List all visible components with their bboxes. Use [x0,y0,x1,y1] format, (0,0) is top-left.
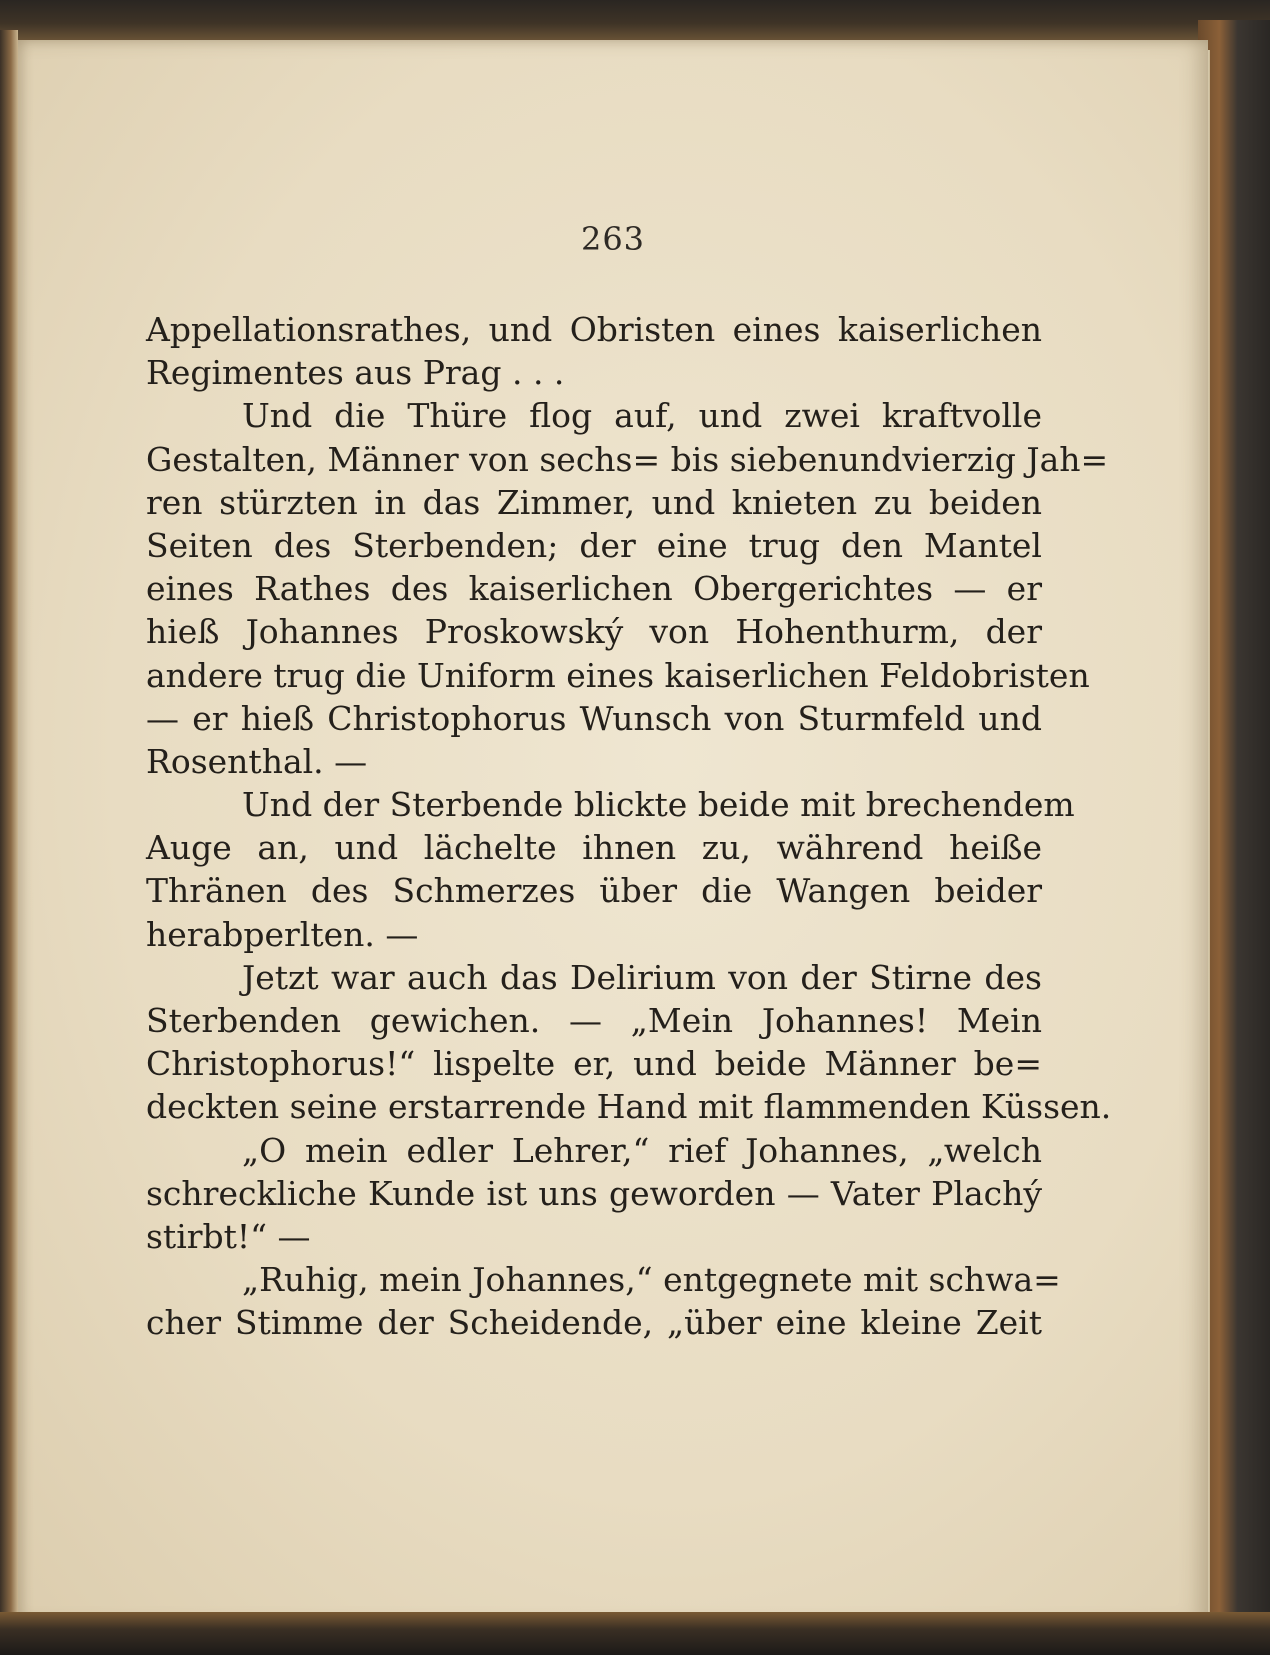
text-line: „Ruhig, mein Johannes,“ entgegnete mit schwa= [242,1260,1061,1300]
text-line: cher Stimme der Scheidende, „über eine kleine Zeit [146,1303,1042,1343]
text-line: Und die Thüre flog auf, und zwei kraftvolle [242,396,1042,436]
bottom-binding-edge [0,1612,1270,1655]
text-line: stirbt!“ — [146,1216,311,1256]
text-line: Appellationsrathes, und Obristen eines kaiserlichen [146,310,1042,349]
text-line: — er hieß Christophorus Wunsch von Sturmfeld und [146,698,1042,738]
body-text [146,308,1112,1345]
text-line: deckten seine erstarrende Hand mit flammenden Küssen. [146,1087,1112,1127]
text-line: Regimentes aus Prag . . . [146,353,565,393]
text-line: schreckliche Kunde ist uns geworden — Vater Plachý [146,1173,1042,1213]
text-line: Jetzt war auch das Delirium von der Stirne des [242,957,1042,997]
top-binding-edge [0,0,1270,42]
book-page [18,40,1208,1625]
text-line: hieß Johannes Proskowský von Hohenthurm, der [146,612,1042,652]
text-line: „O mein edler Lehrer,“ rief Johannes, „welch [242,1130,1042,1170]
text-line: herabperlten. — [146,914,419,954]
text-line: eines Rathes des kaiserlichen Obergerichtes — er [146,569,1042,609]
text-line: Rosenthal. — [146,741,368,781]
text-line: Seiten des Sterbenden; der eine trug den Mantel [146,525,1042,565]
page-number: 263 [580,220,646,258]
text-line: andere trug die Uniform eines kaiserlichen Feldobristen [146,655,1090,695]
text-line: Thränen des Schmerzes über die Wangen beider [146,871,1042,911]
text-line: Christophorus!“ lispelte er, und beide Männer be= [146,1044,1042,1084]
text-line: Und der Sterbende blickte beide mit brechendem [242,785,1075,825]
text-line: Sterbenden gewichen. — „Mein Johannes! Mein [146,1001,1042,1040]
text-line: Auge an, und lächelte ihnen zu, während heiße [146,828,1042,868]
text-line: ren stürzten in das Zimmer, und knieten zu beiden [146,482,1042,522]
text-line: Gestalten, Männer von sechs= bis siebenundvierzig Jah= [146,439,1109,479]
left-cover-edge [0,30,18,1630]
